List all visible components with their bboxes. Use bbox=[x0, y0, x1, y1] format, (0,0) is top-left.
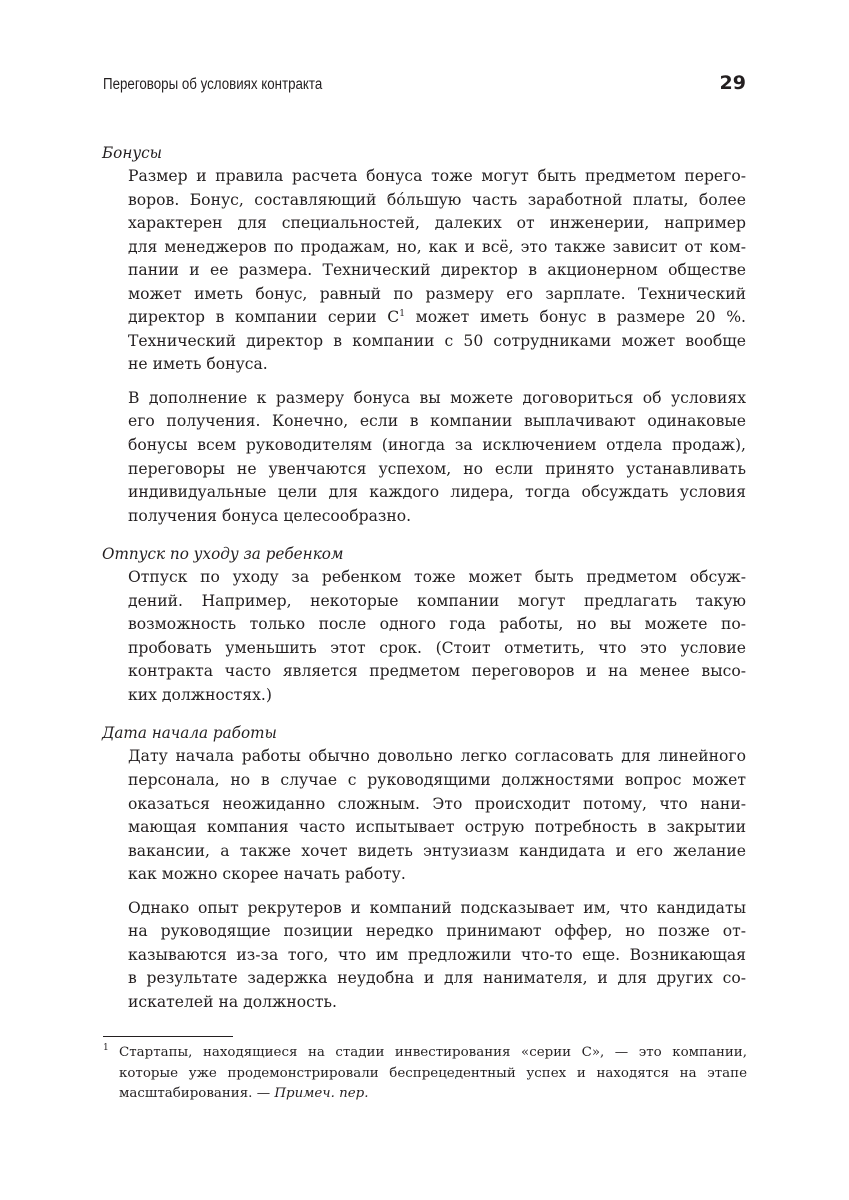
footnote-line: Стартапы, находящиеся на стадии инвестирования «серии C», — это компании, bbox=[119, 1045, 747, 1060]
text-line: на руководящие позиции нередко принимают оффер, но позже от- bbox=[128, 922, 746, 941]
text-line: бонусы всем руководителям (иногда за исключением отдела продаж), bbox=[128, 436, 746, 455]
section-heading-parental-leave: Отпуск по уходу за ребенком bbox=[102, 544, 344, 564]
paragraph bbox=[128, 745, 746, 886]
text-line: казываются из-за того, что им предложили что-то еще. Возникающая bbox=[128, 945, 746, 964]
text-line: Отпуск по уходу за ребенком тоже может быть предметом обсуж- bbox=[128, 568, 746, 587]
page-number: 29 bbox=[719, 72, 746, 94]
text-line: Размер и правила расчета бонуса тоже могут быть предметом перего- bbox=[128, 167, 746, 185]
text-line: в результате задержка неудобна и для нанимателя, и для других со- bbox=[128, 969, 746, 988]
page-body bbox=[102, 141, 746, 1015]
translator-note: Примеч. пер. bbox=[274, 1086, 369, 1101]
footnote-reference[interactable]: 1 bbox=[399, 309, 405, 320]
paragraph bbox=[128, 387, 746, 528]
text-line: мающая компания часто испытывает острую потребность в закрытии bbox=[128, 818, 746, 837]
text-line: дений. Например, некоторые компании могут предлагать такую bbox=[128, 591, 746, 610]
text-span: директор в компании серии C bbox=[128, 308, 400, 327]
footnote-line: которые уже продемонстрировали беспрецедентный успех и находятся на этапе bbox=[119, 1065, 747, 1081]
text-line: индивидуальные цели для каждого лидера, тогда обсуждать условия bbox=[128, 483, 746, 502]
footnote-marker: 1 bbox=[103, 1043, 109, 1053]
text-line: переговоры не увенчаются успехом, но если принято устанавливать bbox=[128, 459, 746, 478]
text-line: Дату начала работы обычно довольно легко согласовать для линейного bbox=[128, 747, 746, 766]
section-heading-start-date: Дата начала работы bbox=[102, 723, 277, 743]
text-line: персонала, но в случае с руководящими должностями вопрос может bbox=[128, 771, 746, 790]
text-line: пании и ее размера. Технический директор в акционерном обществе bbox=[128, 261, 746, 280]
footnote bbox=[103, 1043, 747, 1105]
text-line: получения бонуса целесообразно. bbox=[128, 506, 412, 525]
footnote-divider bbox=[103, 1036, 233, 1037]
text-line: вакансии, а также хочет видеть энтузиазм кандидата и его желание bbox=[128, 841, 746, 860]
text-line: ких должностях.) bbox=[128, 685, 272, 704]
text-line: как можно скорее начать работу. bbox=[128, 865, 406, 884]
paragraph bbox=[128, 165, 746, 377]
footnote-line bbox=[119, 1084, 747, 1105]
running-title: Переговоры об условиях контракта bbox=[103, 76, 323, 93]
text-line: не иметь бонуса. bbox=[128, 355, 268, 374]
text-span: масштабирования. — bbox=[119, 1086, 275, 1101]
text-line: возможность только после одного года работы, но вы можете по- bbox=[128, 615, 746, 634]
text-line: пробовать уменьшить этот срок. (Стоит отметить, что это условие bbox=[128, 638, 746, 657]
paragraph bbox=[128, 897, 746, 1015]
text-line: воров. Бонус, составляющий бо́льшую часть заработной платы, более bbox=[128, 190, 746, 209]
text-line: Технический директор в компании с 50 сотрудниками может вообще bbox=[128, 331, 746, 350]
text-line: его получения. Конечно, если в компании выплачивают одинаковые bbox=[128, 412, 746, 431]
footnote-text bbox=[119, 1043, 747, 1105]
text-line: характерен для специальностей, далеких от инженерии, например bbox=[128, 214, 746, 233]
text-line: В дополнение к размеру бонуса вы можете договориться об условиях bbox=[128, 388, 746, 407]
paragraph bbox=[128, 566, 746, 707]
text-line: для менеджеров по продажам, но, как и всё, это также зависит от ком- bbox=[128, 237, 746, 256]
section-heading-bonuses: Бонусы bbox=[102, 143, 163, 162]
text-line: контракта часто является предметом переговоров и на менее высо- bbox=[128, 662, 746, 681]
text-line: искателей на должность. bbox=[128, 992, 337, 1011]
text-span: может иметь бонус в размере 20 %. bbox=[404, 308, 746, 327]
text-line bbox=[128, 306, 746, 330]
text-line: Однако опыт рекрутеров и компаний подсказывает им, что кандидаты bbox=[128, 898, 746, 917]
text-line: может иметь бонус, равный по размеру его зарплате. Технический bbox=[128, 284, 746, 303]
text-line: оказаться неожиданно сложным. Это происходит потому, что нани- bbox=[128, 794, 746, 813]
